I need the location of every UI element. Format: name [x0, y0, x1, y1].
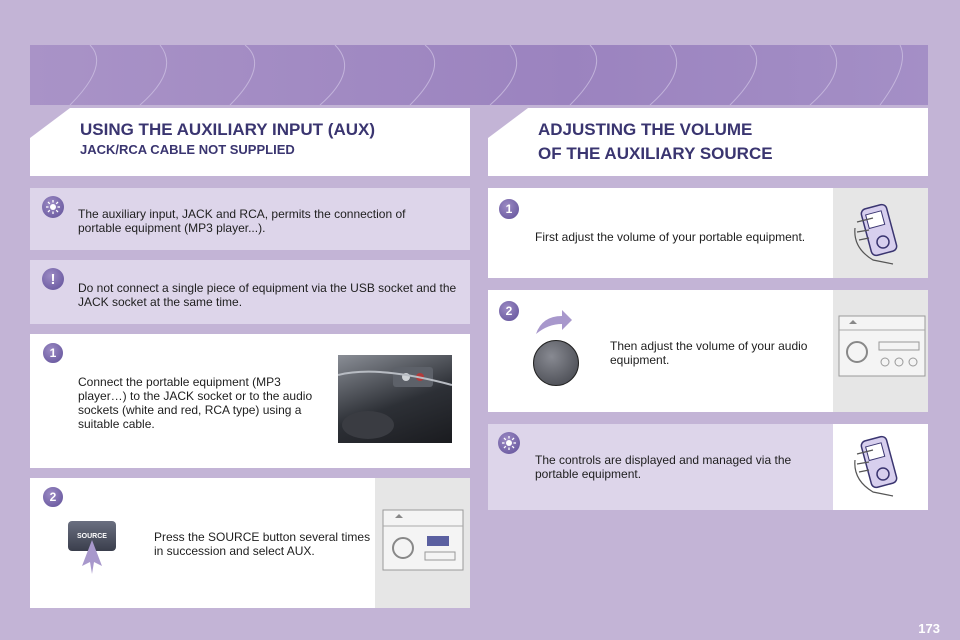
- right-title-line2: OF THE AUXILIARY SOURCE: [538, 144, 773, 163]
- left-subtitle: JACK/RCA CABLE NOT SUPPLIED: [80, 142, 295, 157]
- rotate-arrow-icon: [534, 310, 572, 336]
- press-arrow-icon: [80, 540, 104, 574]
- tip-icon: [42, 196, 64, 218]
- left-title: USING THE AUXILIARY INPUT (AUX): [80, 120, 375, 139]
- warning-text: Do not connect a single piece of equipment via the USB socket and the JACK socket at the same time.: [78, 281, 457, 309]
- left-step2-text: Press the SOURCE button several times in succession and select AUX.: [154, 530, 371, 558]
- right-step2-text: Then adjust the volume of your audio equipment.: [610, 339, 808, 367]
- left-tip-text: The auxiliary input, JACK and RCA, permits the connection of portable equipment (MP3 player...).: [78, 207, 406, 235]
- right-title-line1: ADJUSTING THE VOLUME: [538, 120, 753, 139]
- right-title-box: [488, 108, 928, 176]
- left-step1-text: Connect the portable equipment (MP3 player…) to the JACK socket or to the audio sockets (white and red, RCA type) using a suitable cable.: [78, 375, 313, 431]
- jack-socket-photo: [338, 355, 452, 443]
- radio-unit-image-right: [833, 290, 928, 412]
- portable-player-image-2: [833, 424, 928, 510]
- header-banner: [30, 45, 928, 105]
- left-step2-number: 2: [42, 486, 64, 508]
- right-tip-text: The controls are displayed and managed via the portable equipment.: [535, 453, 792, 481]
- page-number: 173: [918, 621, 940, 636]
- left-step1-number: 1: [42, 342, 64, 364]
- right-step1-number: 1: [498, 198, 520, 220]
- right-step1-text: First adjust the volume of your portable equipment.: [535, 230, 806, 244]
- portable-player-image-1: [833, 188, 928, 278]
- radio-unit-image-left: [375, 478, 470, 608]
- warning-icon: !: [42, 268, 64, 290]
- right-step2-number: 2: [498, 300, 520, 322]
- source-button-label: SOURCE: [77, 532, 107, 540]
- volume-knob-icon: [533, 340, 579, 386]
- tip-icon-right: [498, 432, 520, 454]
